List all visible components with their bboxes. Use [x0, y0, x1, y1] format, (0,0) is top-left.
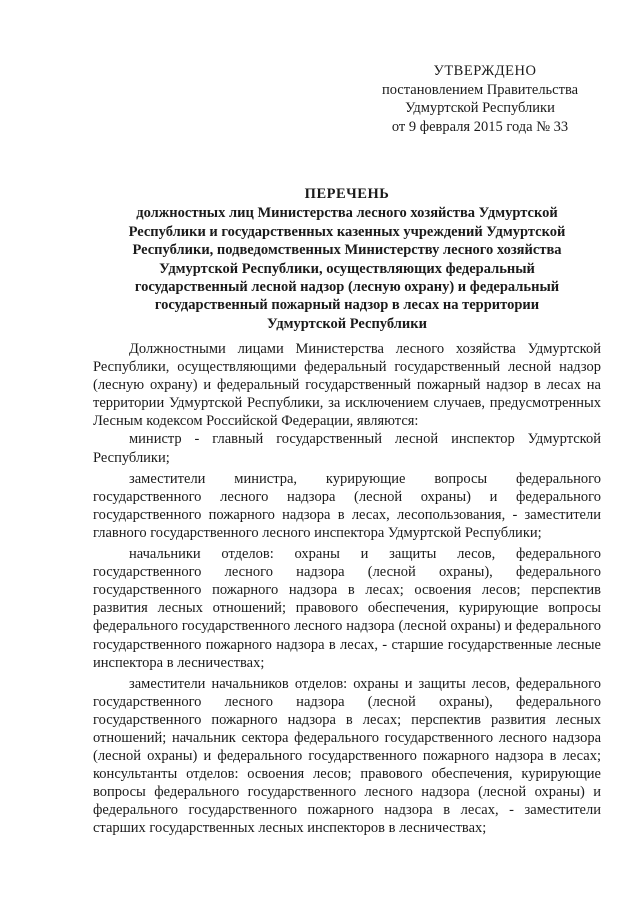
body-paragraph: начальники отделов: охраны и защиты лесов, федерального государственного лесного надзора (лесной охраны), федерального государственного пожарного надзора в лесах; освоения лесов; перспектив развития лесных отношений; правового обеспечения, курирующие вопросы федерального государственного лесного надзора (лесной охраны) и федерального государственного пожарного надзора в лесах, - старшие государственные лесные инспектора в лесничествах;	[93, 546, 601, 671]
approval-date: от 9 февраля 2015 года № 33	[391, 118, 569, 135]
title-line: государственный лесной надзор (лесную охрану) и федеральный	[134, 279, 560, 296]
title-line: Республики, подведомственных Министерству лесного хозяйства	[132, 242, 562, 259]
body-paragraph: министр - главный государственный лесной инспектор Удмуртской Республики;	[93, 431, 601, 466]
body-paragraph: Должностными лицами Министерства лесного хозяйства Удмуртской Республики, осуществляющими федеральный государственный лесной надзор (лесную охрану) и федеральный государственный пожарный надзор в лесах на территории Удмуртской Республики, за исключением случаев, предусмотренных Лесным кодексом Российской Федерации, являются:	[93, 341, 601, 430]
body-paragraph: заместители начальников отделов: охраны и защиты лесов, федерального государственного лесного надзора (лесной охраны), федерального государственного пожарного надзора в лесах; перспектив развития лесных отношений; начальник сектора федерального государственного лесного надзора (лесной охраны) и федерального государственного пожарного надзора в лесах; консультанты отделов: освоения лесов; правового обеспечения, курирующие вопросы федерального государственного лесного надзора (лесной охраны) и федерального государственного пожарного надзора в лесах, - заместители старших государственных лесных инспекторов в лесничествах;	[93, 675, 601, 837]
approval-line: постановлением Правительства	[381, 81, 579, 98]
approval-heading: УТВЕРЖДЕНО	[433, 63, 537, 79]
document-title	[96, 185, 598, 333]
title-line: должностных лиц Министерства лесного хозяйства Удмуртской	[136, 205, 558, 222]
title-line: Удмуртской Республики, осуществляющих федеральный	[159, 260, 535, 277]
approval-line: Удмуртской Республики	[405, 100, 555, 116]
document-body	[93, 340, 601, 838]
title-line: государственный пожарный надзор в лесах на территории	[154, 297, 540, 314]
title-line: Удмуртской Республики	[267, 315, 427, 332]
body-paragraph: заместители министра, курирующие вопросы федерального государственного лесного надзора (лесной охраны) и федерального государственного пожарного надзора в лесах, лесопользования, - заместители главного государственного лесного инспектора Удмуртской Республики;	[93, 470, 601, 541]
approval-stamp	[360, 62, 600, 136]
title-line: Республики и государственных казенных учреждений Удмуртской	[128, 223, 566, 240]
title-heading: ПЕРЕЧЕНЬ	[304, 186, 390, 202]
